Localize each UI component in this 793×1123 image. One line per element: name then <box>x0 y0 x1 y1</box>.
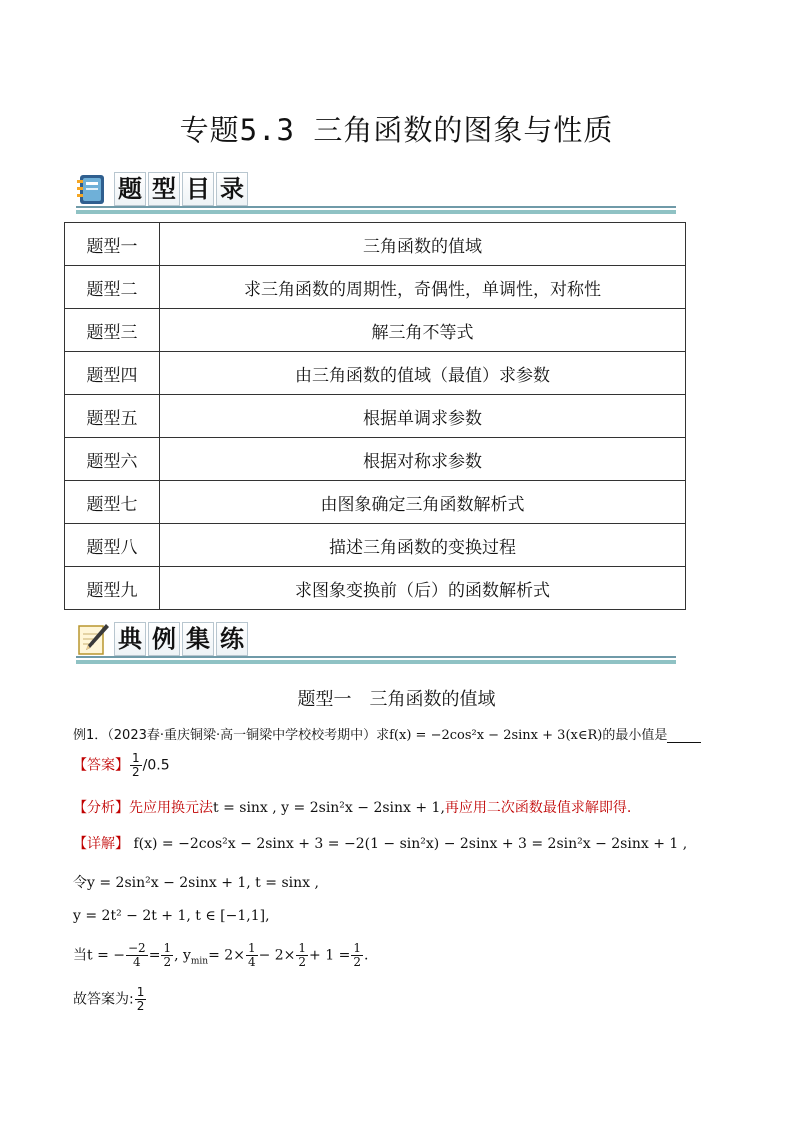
toc-label: 题型九 <box>65 567 160 610</box>
fraction: $\frac{1}{2}$ <box>132 751 140 779</box>
answer-tag: 【答案】 <box>73 757 129 774</box>
formula: y = 2t² − 2t + 1, t ∈ [−1,1], <box>73 908 270 924</box>
table-row <box>65 567 686 610</box>
page-title: 专题5.3 三角函数的图象与性质 <box>179 113 614 147</box>
formula: f(x) = −2cos²x − 2sinx + 3(x∈R) <box>389 728 603 743</box>
toc-topic: 由三角函数的值域（最值）求参数 <box>160 352 686 395</box>
fraction: $\frac{1}{4}$ <box>247 941 256 969</box>
toc-label: 题型二 <box>65 266 160 309</box>
divider <box>76 660 676 664</box>
toc-label: 题型六 <box>65 438 160 481</box>
answer-line: 【答案】 $\frac{1}{2}$ /0.5 <box>73 751 170 779</box>
table-row <box>65 524 686 567</box>
section-char: 目 <box>182 172 214 206</box>
toc-topic: 三角函数的值域 <box>160 223 686 266</box>
table-row <box>65 438 686 481</box>
table-row <box>65 481 686 524</box>
table-row <box>65 309 686 352</box>
fraction: $\frac{1}{2}$ <box>136 985 145 1013</box>
toc-topic: 求三角函数的周期性，奇偶性，单调性，对称性 <box>160 266 686 309</box>
section-char: 题 <box>114 172 146 206</box>
step-line: 令y = 2sin²x − 2sinx + 1, t = sinx , <box>73 875 319 891</box>
fraction: $\frac{1}{2}$ <box>353 941 361 969</box>
toc-label: 题型五 <box>65 395 160 438</box>
toc-label: 题型四 <box>65 352 160 395</box>
analysis-tag: 【分析】 <box>73 800 129 816</box>
table-row <box>65 223 686 266</box>
section-char: 录 <box>216 172 248 206</box>
final-answer-line: 故答案为: $\frac{1}{2}$ <box>73 985 145 1013</box>
table-row <box>65 395 686 438</box>
detail-tag: 【详解】 <box>73 836 129 852</box>
toc-topic: 求图象变换前（后）的函数解析式 <box>160 567 686 610</box>
toc-label: 题型七 <box>65 481 160 524</box>
step-line <box>73 908 270 924</box>
formula: y = 2sin²x − 2sinx + 1, t = sinx , <box>87 875 319 891</box>
toc-topic: 根据对称求参数 <box>160 438 686 481</box>
divider <box>76 206 676 208</box>
analysis-line: 【分析】先应用换元法t = sinx , y = 2sin²x − 2sinx + 1,再应用二次函数最值求解即得. <box>73 800 632 816</box>
toc-topic: 由图象确定三角函数解析式 <box>160 481 686 524</box>
toc-label: 题型三 <box>65 309 160 352</box>
toc-topic: 根据单调求参数 <box>160 395 686 438</box>
section-header-examples <box>76 620 676 664</box>
section-char: 例 <box>148 622 180 656</box>
section-char: 练 <box>216 622 248 656</box>
divider <box>76 656 676 658</box>
toc-topic: 解三角不等式 <box>160 309 686 352</box>
toc-table <box>64 222 686 610</box>
formula: t = sinx , y = 2sin²x − 2sinx + 1, <box>213 800 445 816</box>
fraction: $\frac{1}{2}$ <box>163 941 172 969</box>
section-char: 型 <box>148 172 180 206</box>
answer-blank <box>667 728 701 743</box>
section-header-toc <box>76 170 676 214</box>
toc-label: 题型八 <box>65 524 160 567</box>
table-row <box>65 266 686 309</box>
detail-line <box>73 833 687 853</box>
divider <box>76 210 676 214</box>
fraction: $\frac{-2}{4}$ <box>128 941 146 969</box>
step-line: 当t = − $\frac{-2}{4}$ = $\frac{1}{2}$ , $y_{min}= 2\times$ $\frac{1}{4}$ − 2× $\frac{1}{2}$ + 1 = $\frac{1}{2}$ . <box>73 941 369 969</box>
section-char: 典 <box>114 622 146 656</box>
section-char: 集 <box>182 622 214 656</box>
notebook-icon <box>76 172 110 206</box>
fraction: $\frac{1}{2}$ <box>298 941 307 969</box>
toc-label: 题型一 <box>65 223 160 266</box>
toc-topic: 描述三角函数的变换过程 <box>160 524 686 567</box>
subsection-title: 题型一 三角函数的值域 <box>297 689 496 710</box>
example-question: 例1．（2023春·重庆铜梁·高一铜梁中学校校考期中）求f(x) = −2cos²x − 2sinx + 3(x∈R)的最小值是 <box>73 724 701 743</box>
pen-paper-icon <box>76 622 110 656</box>
table-row <box>65 352 686 395</box>
formula: f(x) = −2cos²x − 2sinx + 3 = −2(1 − sin²x) − 2sinx + 3 = 2sin²x − 2sinx + 1 , <box>133 836 688 852</box>
